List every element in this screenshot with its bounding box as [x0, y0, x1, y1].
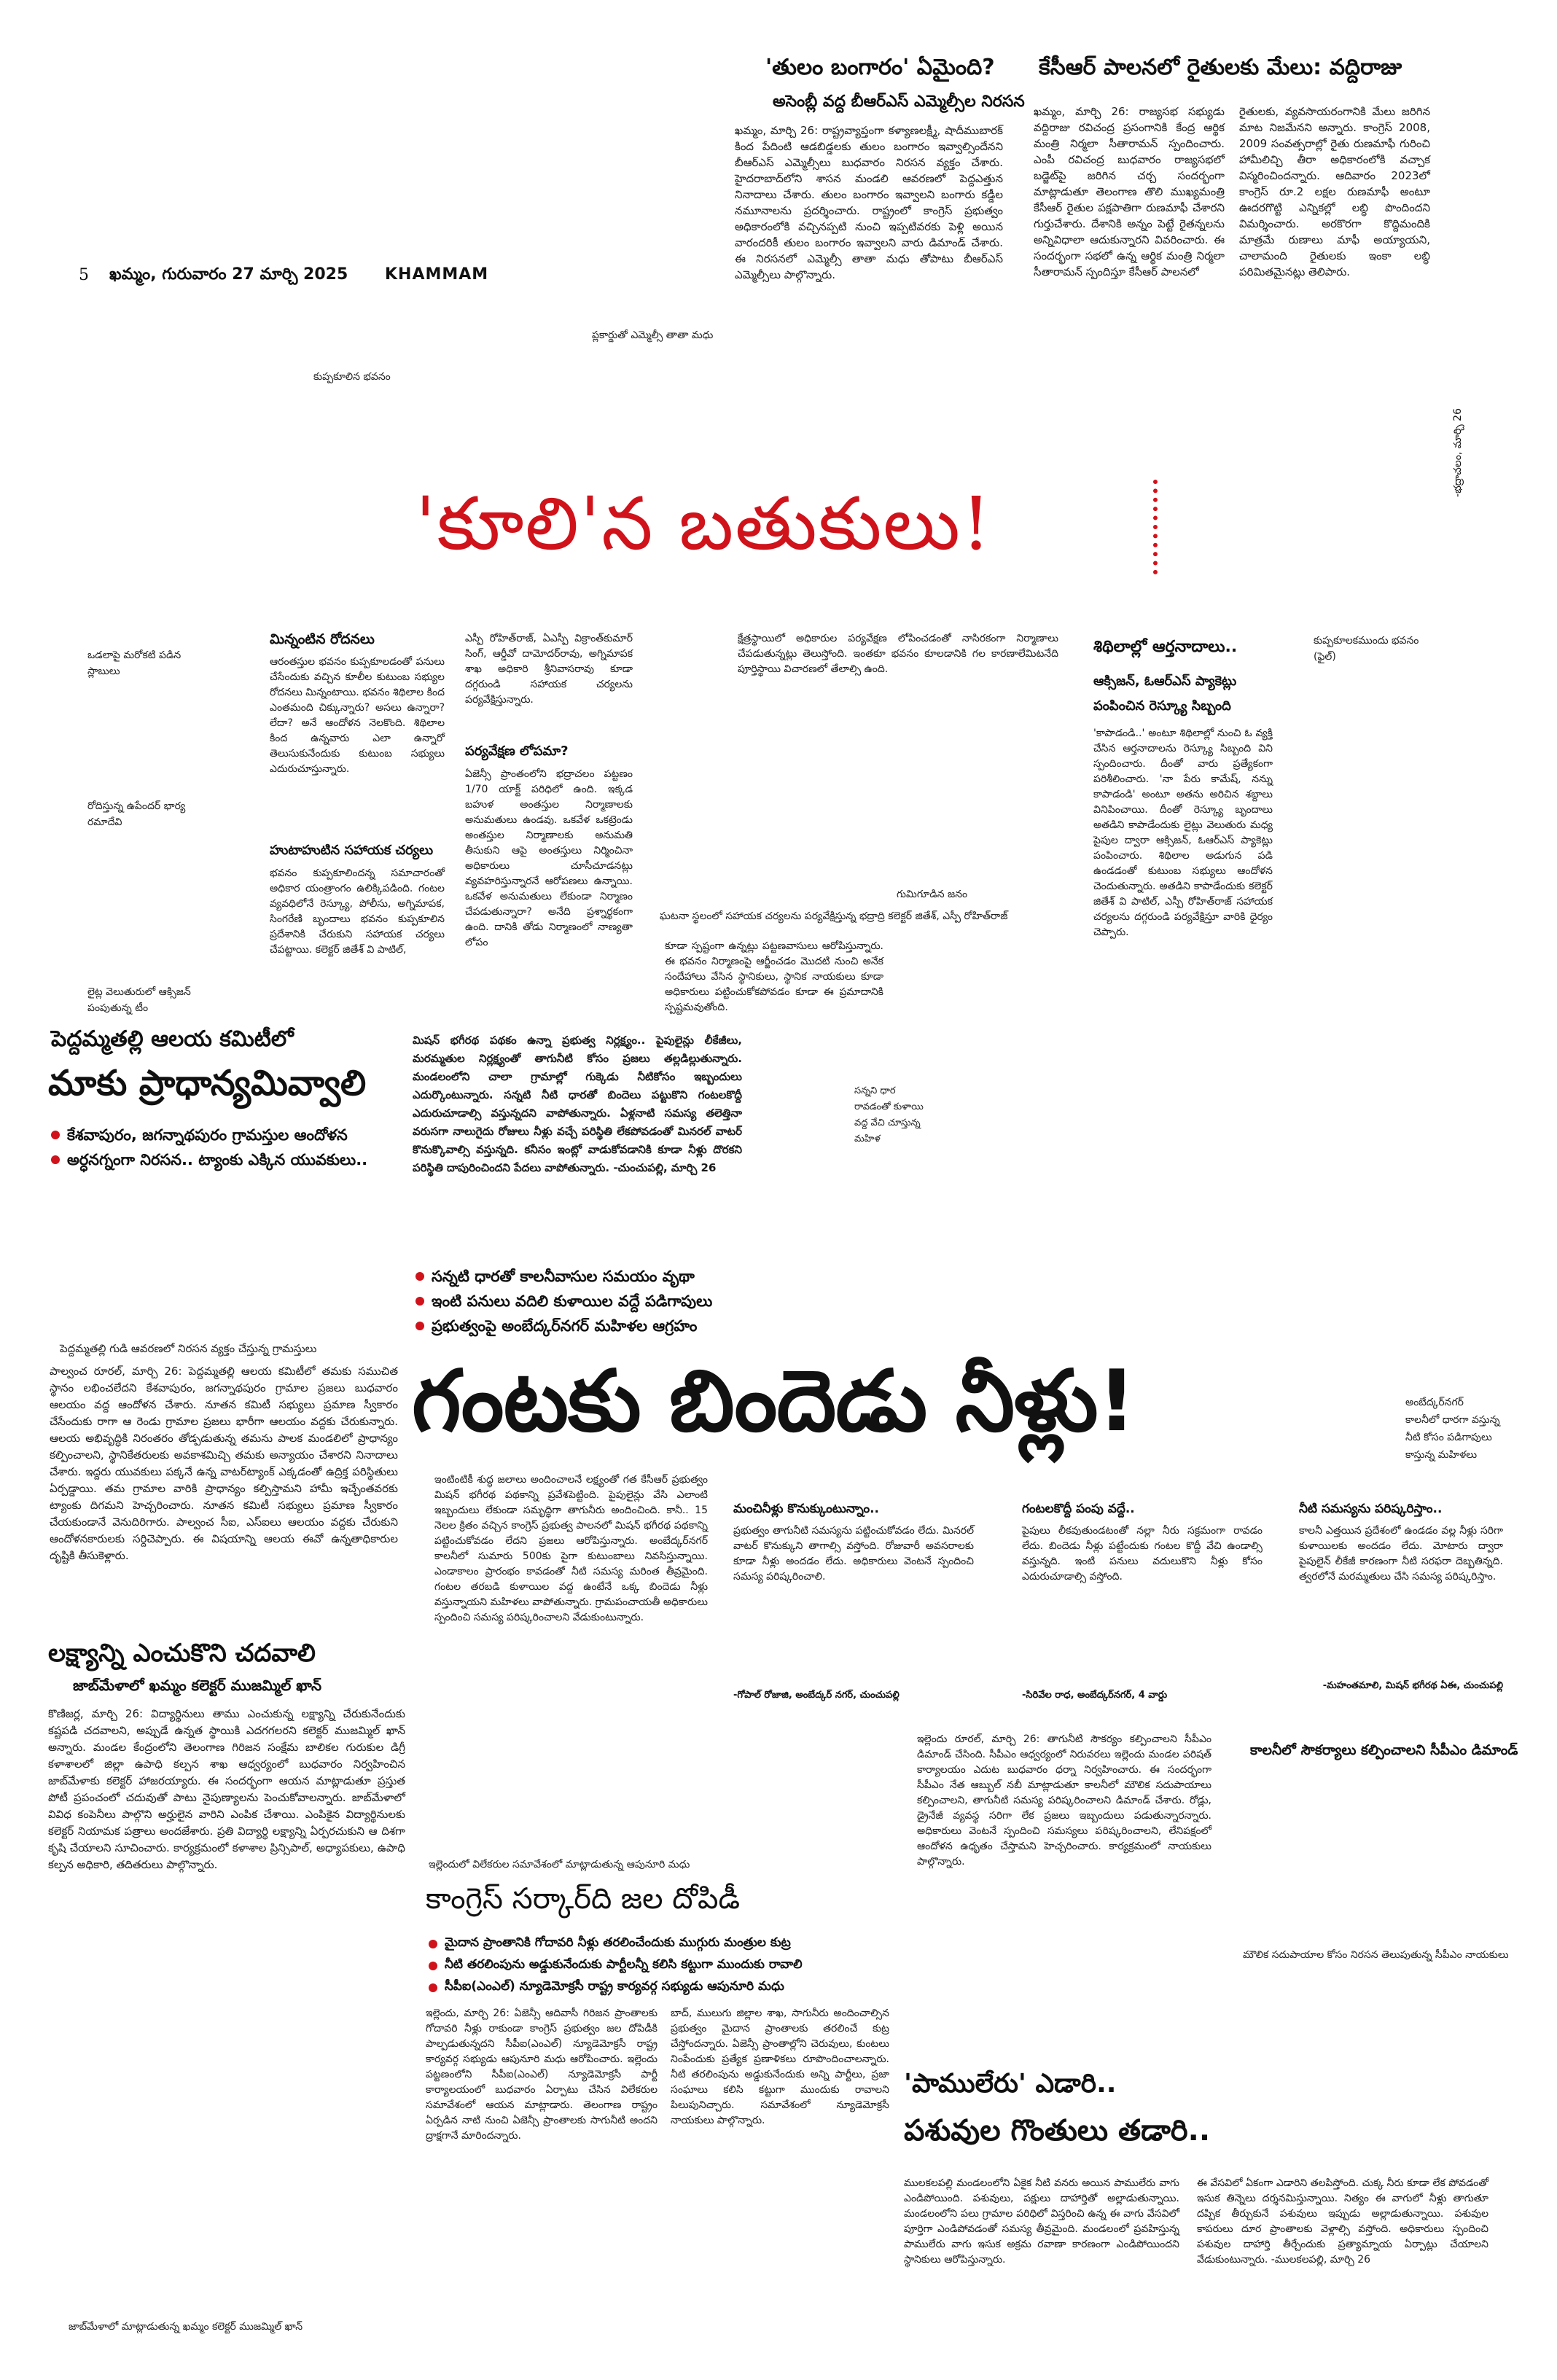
quote-signature: -మహంతమాలి, మిషన్ భగీరథ ఏఈ, చుంచుపల్లి [1322, 1680, 1503, 1691]
story-headline: కేసీఆర్ పాలనలో రైతులకు మేలు: వద్దిరాజు [1039, 55, 1402, 80]
story-body: పాల్వంచ రూరల్, మార్చి 26: పెద్దమ్మతల్లి ఆలయ కమిటీలో తమకు సముచిత స్థానం లభించలేదని కేశవాపురం, జగన్నాథపురం గ్రామాల ప్రజలు బుధవారం ఆలయం వద్ద ఆందోళన చేశారు. నూతన కమిటీ సభ్యులు ప్రమాణ స్వీకారం చేసేందుకు రాగా ఆ రెండు గ్రామాల ప్రజలు భారీగా ఆలయం వద్దకు చేరుకున్నారు. ఆలయ అభివృద్ధికి నిరంతరం తోడ్పడుతున్న తమను పాలక మండలిలో ప్రాధాన్యం కల్పించాలని, స్థానికేతరులకు అవకాశమిచ్చి తమకు అన్యాయం చేశారని నినాదాలు చేశారు. ఇద్దరు యువకులు పక్కనే ఉన్న వాటర్‌ట్యాంక్ ఎక్కడంతో ఉద్రిక్త పరిస్థితులు ఏర్పడ్డాయి. తమ గ్రామాల వారికి ప్రాధాన్యం కల్పిస్తామని హామీ ఇచ్చేంతవరకు ట్యాంకు దిగమని హెచ్చరించారు. నూతన కమిటీ సభ్యులు ప్రమాణ స్వీకారం చేయకుండానే వెనుదిరిగారు. పాల్వంచ సీఐ, ఎస్ఐలు ఆలయం వద్దకు చేరుకుని ఆందోళనకారులకు సర్దిచెప్పారు. ఈ విషయాన్ని ఆలయ ఈవో ఉన్నతాధికారుల దృష్టికి తీసుకెళ్లారు. [50, 1365, 398, 1562]
photo-caption: కుప్పకూలిన భవనం [313, 371, 391, 383]
edition-name: KHAMMAM [385, 265, 489, 284]
photo-caption: అంబేద్కర్‌నగర్ కాలనీలో ధారగా వస్తున్న నీటి కోసం పడిగాపులు కాస్తున్న మహిళలు [1405, 1397, 1500, 1461]
quote-head: నీటి సమస్యను పరిష్కరిస్తాం.. [1299, 1502, 1443, 1516]
bullet-item: సన్నటి ధారతో కాలనీవాసుల సమయం వృథా [413, 1264, 792, 1289]
story-body-col2: రైతులకు, వ్యవసాయరంగానికి మేలు జరిగిన మాట నిజమేనని అన్నారు. కాంగ్రెస్ 2008, 2009 సంవత్సరాల్లో రైతు రుణమాఫీ గురించి హామీలిచ్చి తీరా అధికారంలోకి వచ్చాక విస్మరించిందన్నారు. ఆదివారం 2023లో కాంగ్రెస్ రూ.2 లక్షల రుణమాఫీ అంటూ ఊదరగొట్టి ఎన్నికల్లో లబ్ధి పొందిందని విమర్శించారు. అరకొరగా కొద్దిమందికి మాత్రమే రుణాలు మాఫీ అయ్యాయని, చాలామంది రైతులకు ఇంకా లబ్ధి పరిమితమైనట్లు తెలిపారు. [1239, 105, 1430, 278]
photo-caption: ప్లకార్డుతో ఎమ్మెల్సీ తాతా మధు [592, 329, 714, 341]
photo-caption: గుమిగూడిన జనం [897, 889, 968, 900]
body-text: ఏజెన్సీ ప్రాంతంలోని భద్రాచలం పట్టణం 1/70 యాక్ట్ పరిధిలో ఉంది. ఇక్కడ బహుళ అంతస్తుల నిర్మాణాలకు అనుమతులు ఉండవు. ఒకవేళ ఒకట్రెండు అంతస్తుల నిర్మాణాలకు అనుమతి తీసుకుని ఆపై అంతస్తులు నిర్మించినా అధికారులు చూసీచూడనట్లు వ్యవహరిస్తున్నారనే ఆరోపణలు ఉన్నాయి. ఒకవేళ అనుమతులు లేకుండా నిర్మాణం చేపడుతున్నారా? అనేది ప్రశ్నార్థకంగా ఉంది. దానికి తోడు నిర్మాణంలో నాణ్యతా లోపం [465, 768, 633, 948]
photo-caption: కుప్పకూలకముందు భవనం (ఫైల్) [1314, 635, 1419, 663]
quote-body: ప్రభుత్వం తాగునీటి సమస్యను పట్టించుకోవడం లేదు. మినరల్ వాటర్ కొనుక్కుని తాగాల్సి వస్తోంది. రోజువారీ అవసరాలకు కూడా నీళ్లు అందడం లేదు. అధికారులు వెంటనే స్పందించి సమస్య పరిష్కరించాలి. [733, 1525, 974, 1583]
story-body: ఖమ్మం, మార్చి 26: రాష్ట్రవ్యాప్తంగా కళ్యాణలక్ష్మీ, షాదీముబారక్ కింద పేదింటి ఆడబిడ్డలకు తులం బంగారం ఇవ్వాల్సిందేనని బీఆర్ఎస్ ఎమ్మెల్సీలు బుధవారం నిరసన వ్యక్తం చేశారు. హైదరాబాద్‌లోని శాసన మండలి ఆవరణలో పెద్దఎత్తున నినాదాలు చేశారు. తులం బంగారం ఇవ్వాలని బంగారు కడ్డీల నమూనాలను ప్రదర్శించారు. రాష్ట్రంలో కాంగ్రెస్ ప్రభుత్వం అధికారంలోకి వచ్చినప్పటి నుంచి ఇప్పటివరకు పెళ్లి అయిన వారందరికీ తులం బంగారం ఇవ్వాలని వారు డిమాండ్ చేశారు. ఈ నిరసనలో ఎమ్మెల్సీ తాతా మధు తోపాటు బీఆర్ఎస్ ఎమ్మెల్సీలు పాల్గొన్నారు. [735, 124, 1003, 281]
story-headline: లక్ష్యాన్ని ఎంచుకొని చదవాలి [48, 1639, 316, 1668]
story-kicker: పెద్దమ్మతల్లి ఆలయ కమిటీలో [51, 1026, 294, 1052]
photo-caption: ఒడలాపై మరోకటి పడిన స్లాబులు [87, 649, 182, 677]
photo-caption: సన్నని ధార రావడంతో కుళాయి వద్ద వేచి చూస్తున్న మహిళ [854, 1085, 924, 1144]
bullet-item: అర్ధనగ్నంగా నిరసన.. ట్యాంకు ఎక్కిన యువకులు.. [48, 1147, 383, 1172]
story-bullets [426, 1932, 907, 1997]
photo-caption: మౌలిక సదుపాయాల కోసం నిరసన తెలుపుతున్న సీపీఎం నాయకులు [1243, 1949, 1509, 1961]
story-bullets [48, 1123, 383, 1172]
quote-body: పైపులు లీకవుతుండటంతో నల్లా నీరు సక్రమంగా రావడం లేదు. బిందెడు నీళ్లు పట్టేందుకు గంటల కొద్దీ వేచి ఉండాల్సి వస్తున్నది. ఇంటి పనులు వదులుకొని నీళ్లు కోసం ఎదురుచూడాల్సి వస్తోంది. [1022, 1525, 1263, 1583]
story-headline: 'పాములేరు' ఎడారి.. [904, 2069, 1117, 2099]
bullet-item: ప్రభుత్వంపై అంబేద్కర్‌నగర్ మహిళల ఆగ్రహం [413, 1314, 792, 1338]
story-headline: పశువుల గొంతులు తడారి.. [904, 2114, 1211, 2147]
story-headline: కాంగ్రెస్ సర్కార్‌ది జల దోపిడీ [426, 1882, 741, 1916]
subhead: ఆక్సిజన్, ఓఆర్ఎస్ ప్యాకెట్లు పంపించిన రెస్క్యూ సిబ్బంది [1093, 674, 1237, 714]
story-body-col1: ములకలపల్లి మండలంలోని ఏకైక నీటి వనరు అయిన పాములేరు వాగు ఎండిపోయింది. పశువులు, పక్షులు దాహార్తితో అల్లాడుతున్నాయి. మండలంలోని పలు గ్రామాల పరిధిలో విస్తరించి ఉన్న ఈ వాగు వేసవిలో పూర్తిగా ఎండిపోవడంతో సమస్య తీవ్రమైంది. మండలంలో ప్రవహిస్తున్న పాములేరు వాగు ఇసుక అక్రమ రవాణా కారణంగా ఎండిపోయిందని స్థానికులు ఆరోపిస్తున్నారు. [904, 2177, 1179, 2266]
story-body-col2: ఈ వేసవిలో ఏకంగా ఎడారిని తలపిస్తోంది. చుక్క నీరు కూడా లేక పోవడంతో ఇసుక తిన్నెలు దర్శనమిస్తున్నాయి. నిత్యం ఈ వాగులో నీళ్లు తాగుతూ దప్పిక తీర్చుకునే పశువులు ఇప్పుడు అల్లాడుతున్నాయి. పశువుల కాపరులు దూర ప్రాంతాలకు వెళ్లాల్సి వస్తోంది. అధికారులు స్పందించి పశువుల దాహార్తి తీర్చేందుకు ప్రత్యామ్నాయ ఏర్పాట్లు చేయాలని వేడుకుంటున్నారు. -ములకలపల్లి, మార్చి 26 [1197, 2177, 1488, 2266]
subhead: మిన్నంటిన రోదనలు [270, 631, 375, 647]
story-body: ఇంటింటికీ శుద్ధ జలాలు అందించాలనే లక్ష్యంతో గత కేసీఆర్ ప్రభుత్వం మిషన్ భగీరథ పథకాన్ని ప్రవేశపెట్టింది. పైపులైన్లు వేసి ఎలాంటి ఇబ్బందులు లేకుండా సమృద్ధిగా తాగునీరు అందించింది. కానీ.. 15 నెలల క్రితం వచ్చిన కాంగ్రెస్ ప్రభుత్వ పాలనలో మిషన్ భగీరథ పథకాన్ని పట్టించుకోవడం లేదని ప్రజలు ఆరోపిస్తున్నారు. అంబేద్కర్‌నగర్ కాలనీలో సుమారు 500కు పైగా కుటుంబాలు నివసిస్తున్నాయి. ఎండాకాలం ప్రారంభం కావడంతో నీటి సమస్య మరింత తీవ్రమైంది. గంటల తరబడి కుళాయిల వద్ద ఉంటేనే ఒక్క బిందెడు నీళ్లు వస్తున్నాయని మహిళలు వాపోతున్నారు. గ్రామపంచాయతీ అధికారులు స్పందించి సమస్య పరిష్కరించాలని వేడుకుంటున్నారు. [434, 1474, 708, 1623]
body-text: క్షేత్రస్థాయిలో అధికారుల పర్యవేక్షణ లోపించడంతో నాసిరకంగా నిర్మాణాలు చేపడుతున్నట్లు తెలుస్తోంది. ఇంతకూ భవనం కూలడానికి గల కారణాలేమిటనేది పూర్తిస్థాయి విచారణలో తేలాల్సి ఉంది. [738, 633, 1058, 675]
photo-caption: జాబ్‌మేళాలో మాట్లాడుతున్న ఖమ్మం కలెక్టర్ ముజమ్మిల్ ఖాన్ [69, 2321, 303, 2333]
story-headline: మాకు ప్రాధాన్యమివ్వాలి [48, 1063, 367, 1104]
bullet-item: సీపీఐ(ఎంఎల్) న్యూడెమోక్రసీ రాష్ట్ర కార్యవర్గ సభ్యుడు ఆపునూరి మధు [426, 1975, 907, 1997]
page-number: 5 [79, 266, 89, 284]
photo-caption: రోదిస్తున్న ఉపేందర్ భార్య రమాదేవి [87, 800, 186, 828]
story-bullets [413, 1264, 792, 1338]
subhead: హుటాహుటిన సహాయక చర్యలు [270, 843, 434, 858]
body-text: కూడా స్పష్టంగా ఉన్నట్లు పట్టణవాసులు ఆరోపిస్తున్నారు. ఈ భవనం నిర్మాణంపై ఆర్జీంచడం మెుదటి నుంచి అనేక సందేహాలు వేసిన స్థానికులు, స్థానిక నాయకులు కూడా అధికారులు పట్టించుకోకపోవడం కూడా ఈ ప్రమాదానికి స్పష్టమవుతోంది. [665, 940, 883, 1013]
vertical-credit: -భద్రాచలం, మార్చి 26 [1452, 408, 1464, 497]
story-headline: కాలనీలో సౌకర్యాలు కల్పించాలని సీపీఎం డిమాండ్ [1250, 1742, 1518, 1758]
story-headline: గంటకు బిందెడు నీళ్లు! [412, 1352, 1136, 1451]
bullet-item: కేశవాపురం, జగన్నాథపురం గ్రామస్తుల ఆందోళన [48, 1123, 383, 1147]
quote-signature: -సిరివేల రాధ, అంబేద్కర్‌నగర్, 4 వార్డు [1022, 1690, 1168, 1701]
quote-head: మంచినీళ్లు కొనుక్కుంటున్నాం.. [733, 1502, 880, 1516]
date-line: ఖమ్మం, గురువారం 27 మార్చి 2025 [109, 265, 348, 284]
body-text: ఎస్పీ రోహిత్‌రాజ్, ఏఎస్పీ విక్రాంత్‌కుమార్ సింగ్, ఆర్డీవో దామోదర్‌రావు, అగ్నిమాపక శాఖ అధికారి శ్రీనివాసరావు కూడా దగ్గరుండి సహాయక చర్యలను పర్యవేక్షిస్తున్నారు. [465, 633, 633, 706]
story-body: కొణిజర్ల, మార్చి 26: విద్యార్థినులు తాము ఎంచుకున్న లక్ష్యాన్ని చేరుకునేందుకు కష్టపడి చదవాలని, అప్పుడే ఉన్నత స్థాయికి ఎదగగలరని కలెక్టర్ ముజమ్మిల్ ఖాన్ అన్నారు. మండల కేంద్రంలోని తెలంగాణ గిరిజన సంక్షేమ బాలికల గురుకుల డిగ్రీ కళాశాలలో జిల్లా ఉపాధి కల్పన శాఖ ఆధ్వర్యంలో బుధవారం నిర్వహించిన జాబ్‌మేళాకు కలెక్టర్ హాజరయ్యారు. ఈ సందర్భంగా ఆయన మాట్లాడుతూ ప్రస్తుత పోటీ ప్రపంచంలో చదువుతో పాటు నైపుణ్యాలను పెంచుకోవాలన్నారు. జాబ్‌మేళాలో వివిధ కంపెనీలు పాల్గొని అర్హులైన వారిని ఎంపిక చేశాయి. ఎంపికైన విద్యార్థినులకు కలెక్టర్ నియామక పత్రాలు అందజేశారు. ప్రతి విద్యార్థి లక్ష్యాన్ని ఏర్పరచుకుని ఆ దిశగా కృషి చేయాలని సూచించారు. కార్యక్రమంలో కళాశాల ప్రిన్సిపాల్, అధ్యాపకులు, ఉపాధి కల్పన అధికారి, తదితరులు పాల్గొన్నారు. [48, 1707, 405, 1871]
bullet-item: నీటి తరలింపును అడ్డుకునేందుకు పార్టీలన్నీ కలిసి కట్టుగా ముందుకు రావాలి [426, 1954, 907, 1975]
story-body-col2: బాద్, ములుగు జిల్లాల శాఖ, సాగునీరు అందించాల్సిన ప్రభుత్వం మైదాన ప్రాంతాలకు తరలించే కుట్ర చేస్తోందన్నారు. ఏజెన్సీ ప్రాంతాల్లోని చెరువులు, కుంటలు నింపేందుకు ప్రత్యేక ప్రణాళికలు రూపొందించాలన్నారు. నీటి తరలింపును అడ్డుకునేందుకు అన్ని పార్టీలు, ప్రజా సంఘాలు కలిసి కట్టుగా ముందుకు రావాలని పిలుపునిచ్చారు. సమావేశంలో న్యూడెమోక్రసీ నాయకులు పాల్గొన్నారు. [671, 2008, 889, 2126]
story-subhead: జాబ్‌మేళాలో ఖమ్మం కలెక్టర్ ముజమ్మిల్ ఖాన్ [73, 1677, 322, 1694]
main-headline: 'కూలి'న బతుకులు! [415, 481, 993, 566]
photo-caption: పెద్దమ్మతల్లి గుడి ఆవరణలో నిరసన వ్యక్తం చేస్తున్న గ్రామస్తులు [60, 1342, 317, 1355]
dotted-rule [1153, 480, 1158, 574]
body-text: 'కాపాడండి..' అంటూ శిథిలాల్లో నుంచి ఓ వ్యక్తి చేసిన ఆర్తనాదాలను రెస్క్యూ సిబ్బంది విని స్పందించారు. దీంతో వారు ప్రత్యేకంగా పరిశీలించారు. 'నా పేరు కామేష్, నన్ను కాపాడండి' అంటూ అతను అరిచిన శబ్దాలు వినిపించాయి. దీంతో రెస్క్యూ బృందాలు అతడిని కాపాడేందుకు లైట్లు వెలుతురు మధ్య పైపుల ద్వారా ఆక్సిజన్, ఓఆర్ఎస్ ప్యాకెట్లు పంపించారు. శిథిలాల అడుగున పడి ఉండడంతో కుటుంబ సభ్యులు ఆందోళన చెందుతున్నారు. అతడిని కాపాడేందుకు కలెక్టర్ జితేశ్ వి పాటిల్, ఎస్పీ రోహిత్‌రాజ్ సహాయక చర్యలను దగ్గరుండి పర్యవేక్షిస్తూ వారికి ధైర్యం చెప్పారు. [1093, 727, 1273, 938]
quote-signature: -గోపాల్ రోజాజి, అంబేద్కర్ నగర్, చుంచుపల్లి [733, 1690, 900, 1701]
story-intro: మిషన్ భగీరథ పథకం ఉన్నా ప్రభుత్వ నిర్లక్ష్యం.. పైపులైన్లు లీకేజీలు, మరమ్మతుల నిర్లక్ష్యంతో తాగునీటి కోసం ప్రజలు తల్లడిల్లుతున్నారు. మండలంలోని చాలా గ్రామాల్లో గుక్కెడు నీటికోసం ఇబ్బందులు ఎదుర్కొంటున్నారు. సన్నటి నీటి ధారతో బిందెలు పట్టుకొని గంటలకొద్దీ ఎదురుచూడాల్సి వస్తున్నదని వాపోతున్నారు. ఏళ్లనాటి సమస్య తలెత్తినా వరుసగా నాలుగైదు రోజులు నీళ్లు వచ్చే పరిస్థితి లేకపోవడంతో మినరల్ వాటర్ కొనుక్కొవాల్సి వస్తున్నది. కనీసం ఇంట్లో వాడుకోవడానికి కూడా నీళ్లు దొరకని పరిస్థితి దాపురించిందని పేదలు వాపోతున్నారు. -చుంచుపల్లి, మార్చి 26 [413, 1034, 742, 1174]
story-body-col1: ఖమ్మం, మార్చి 26: రాజ్యసభ సభ్యుడు వద్దిరాజు రవిచంద్ర ప్రసంగానికి కేంద్ర ఆర్థిక మంత్రి నిర్మలా సీతారామన్ స్పందించారు. ఎంపీ రవిచంద్ర బుధవారం రాజ్యసభలో బడ్జెట్‌పై జరిగిన చర్చ సందర్భంగా మాట్లాడుతూ తెలంగాణ తొలి ముఖ్యమంత్రి కేసీఆర్ రైతుల పక్షపాతిగా రుణమాఫీ చేశారని గుర్తుచేశారు. దేశానికి అన్నం పెట్టే రైతన్నలను అన్నివిధాలా ఆదుకున్నారని వివరించారు. ఈ సందర్భంగా సభలో ఉన్న ఆర్థిక మంత్రి నిర్మలా సీతారామన్ స్పందిస్తూ కేసీఆర్ పాలనలో [1034, 105, 1225, 278]
body-text: ఆరంతస్తుల భవనం కుప్పకూలడంతో పనులు చేసేందుకు వచ్చిన కూలీల కుటుంబ సభ్యుల రోదనలు మిన్నంటాయి. భవనం శిథిలాల కింద ఎంతమంది చిక్కున్నారు? అసలు ఉన్నారా? లేదా? అనే ఆందోళన నెలకొంది. శిథిలాల కింద ఉన్నవారు ఎలా ఉన్నారో తెలుసుకునేందుకు కుటుంబ సభ్యులు ఎదురుచూస్తున్నారు. [270, 656, 445, 775]
bullet-item: మైదాన ప్రాంతానికి గోదావరి నీళ్లు తరలించేందుకు ముగ్గురు మంత్రుల కుట్ర [426, 1932, 907, 1954]
photo-caption: ఇల్లెందులో విలేకరుల సమావేశంలో మాట్లాడుతున్న ఆపునూరి మధు [429, 1859, 690, 1870]
quote-body: కాలనీ ఎత్తయిన ప్రదేశంలో ఉండడం వల్ల నీళ్లు సరిగా కుళాయిలకు అందడం లేదు. మోటారు ద్వారా పైపులైన్ లీకేజీ కారణంగా నీటి సరఫరా దెబ్బతిన్నది. త్వరలోనే మరమ్మతులు చేసి సమస్య పరిష్కరిస్తాం. [1299, 1525, 1503, 1583]
quote-head: గంటలకొద్దీ పంపు వద్దే.. [1022, 1502, 1135, 1516]
story-headline: 'తులం బంగారం' ఏమైంది? [765, 55, 995, 80]
body-text: భవనం కుప్పకూలిందన్న సమాచారంతో అధికార యంత్రాంగం ఉలిక్కిపడింది. గంటల వ్యవధిలోనే రెస్క్యూ, పోలీసు, అగ్నిమాపక, సింగరేణి బృందాలు భవనం కుప్పకూలిన ప్రదేశానికి చేరుకుని సహాయక చర్యలు చేపట్టాయి. కలెక్టర్ జితేశ్ వి పాటిల్, [270, 867, 445, 956]
story-body: ఇల్లెందు రూరల్, మార్చి 26: తాగునీటి సౌకర్యం కల్పించాలని సీపీఎం డిమాండ్ చేసింది. సీపీఎం ఆధ్వర్యంలో నిరువరలు ఇల్లెందు మండల పరిషత్ కార్యాలయం ఎదుట బుధవారం ధర్నా నిర్వహించారు. ఈ సందర్భంగా సీపీఎం నేత ఆబ్బుల్ నబీ మాట్లాడుతూ కాలనీలో మౌలిక సదుపాయాలు కల్పించాలని, తాగునీటి సమస్య పరిష్కరించాలని డిమాండ్ చేశారు. రోడ్లు, డ్రైనేజీ వ్యవస్థ సరిగా లేక ప్రజలు ఇబ్బందులు పడుతున్నారన్నారు. అధికారులు వెంటనే స్పందించి సమస్యలు పరిష్కరించాలని, లేనిపక్షంలో ఆందోళన ఉధృతం చేస్తామని హెచ్చరించారు. కార్యక్రమంలో నాయకులు పాల్గొన్నారు. [917, 1733, 1211, 1868]
photo-caption: లైట్ల వెలుతురులో ఆక్సిజన్ పంపుతున్న టీం [87, 986, 191, 1014]
story-body-col1: ఇల్లెందు, మార్చి 26: ఏజెన్సీ ఆదివాసీ గిరిజన ప్రాంతాలకు గోదావరి నీళ్లు రాకుండా కాంగ్రెస్ ప్రభుత్వం జల దోపిడీకి పాల్పడుతున్నదని సీపీఐ(ఎంఎల్) న్యూడెమోక్రసీ రాష్ట్ర కార్యవర్గ సభ్యుడు ఆపునూరి మధు ఆరోపించారు. ఇల్లెందు పట్టణంలోని సీపీఐ(ఎంఎల్) న్యూడెమోక్రసీ పార్టీ కార్యాలయంలో బుధవారం ఏర్పాటు చేసిన విలేకరుల సమావేశంలో ఆయన మాట్లాడారు. తెలంగాణ రాష్ట్రం ఏర్పడిన నాటి నుంచి ఏజెన్సీ ప్రాంతాలకు సాగునీటి అందని ద్రాక్షగానే మారిందన్నారు. [426, 2008, 657, 2142]
subhead: పర్యవేక్షణ లోపమా? [465, 744, 569, 759]
photo-caption: ఘటనా స్థలంలో సహాయక చర్యలను పర్యవేక్షిస్తున్న భద్రాద్రి కలెక్టర్ జితేశ్, ఎస్పీ రోహిత్‌రాజ్ [660, 910, 1008, 922]
story-subhead: అసెంబ్లీ వద్ద బీఆర్ఎస్ ఎమ్మెల్సీల నిరసన [773, 93, 1025, 111]
subhead: శిథిలాల్లో ఆర్తనాదాలు.. [1093, 638, 1238, 656]
bullet-item: ఇంటి పనులు వదిలి కుళాయిల వద్దే పడిగాపులు [413, 1289, 792, 1314]
